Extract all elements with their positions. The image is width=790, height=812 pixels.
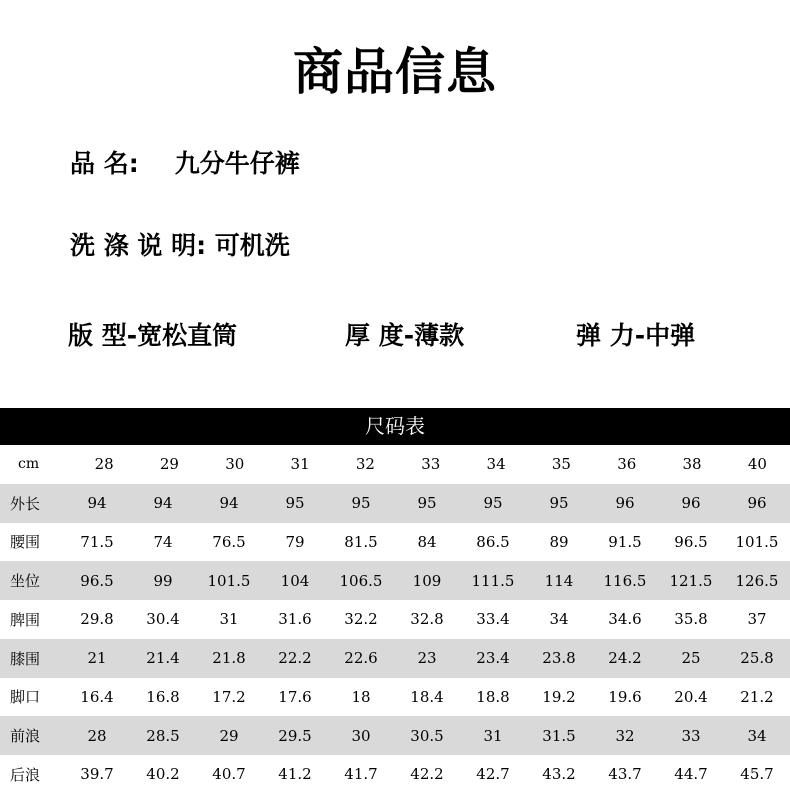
table-cell: 79	[285, 532, 305, 551]
table-cell: 43.7	[608, 765, 642, 784]
table-cell: 19.6	[608, 687, 642, 706]
size-table-title: 尺码表	[0, 408, 790, 445]
size-header-cell: 29	[159, 455, 179, 474]
size-header-cell: 32	[355, 455, 375, 474]
table-cell: 30.5	[410, 726, 444, 745]
table-cell: 18	[351, 687, 371, 706]
table-cell: 32	[615, 726, 635, 745]
table-cell: 21.8	[212, 649, 246, 668]
table-cell: 23.8	[542, 649, 576, 668]
table-cell: 42.7	[476, 765, 510, 784]
table-cell: 45.7	[740, 765, 774, 784]
size-header-cell: 30	[225, 455, 245, 474]
table-cell: 126.5	[735, 571, 779, 590]
table-cell: 29	[219, 726, 239, 745]
row-label: 外长	[10, 494, 41, 513]
table-cell: 96	[747, 494, 767, 513]
size-header-cell: 36	[617, 455, 637, 474]
table-cell: 95	[351, 494, 371, 513]
table-cell: 40.2	[146, 765, 180, 784]
product-name-label: 品 名:	[70, 149, 139, 178]
table-cell: 43.2	[542, 765, 576, 784]
table-cell: 106.5	[339, 571, 383, 590]
table-cell: 94	[87, 494, 107, 513]
table-cell: 29.8	[80, 610, 114, 629]
table-cell: 24.2	[608, 649, 642, 668]
table-cell: 41.7	[344, 765, 378, 784]
size-header-row	[0, 445, 790, 484]
size-table	[0, 408, 790, 794]
table-row	[0, 600, 790, 639]
table-cell: 21.4	[146, 649, 180, 668]
table-cell: 121.5	[669, 571, 713, 590]
size-header-cell: 34	[486, 455, 506, 474]
table-cell: 101.5	[207, 571, 251, 590]
size-header-cell: 40	[747, 455, 767, 474]
table-cell: 96.5	[674, 532, 708, 551]
row-label: 坐位	[10, 572, 41, 591]
table-cell: 30.4	[146, 610, 180, 629]
size-header-cell: 28	[94, 455, 114, 474]
table-cell: 44.7	[674, 765, 708, 784]
table-cell: 91.5	[608, 532, 642, 551]
table-cell: 21.2	[740, 687, 774, 706]
table-row	[0, 716, 790, 755]
table-cell: 29.5	[278, 726, 312, 745]
table-cell: 42.2	[410, 765, 444, 784]
table-cell: 76.5	[212, 532, 246, 551]
size-header-cell: 35	[551, 455, 571, 474]
row-label: 脾围	[10, 610, 41, 629]
table-cell: 104	[280, 571, 310, 590]
table-row	[0, 523, 790, 562]
table-cell: 19.2	[542, 687, 576, 706]
table-cell: 20.4	[674, 687, 708, 706]
table-cell: 86.5	[476, 532, 510, 551]
row-label: 后浪	[10, 765, 41, 784]
table-cell: 30	[351, 726, 371, 745]
table-cell: 96.5	[80, 571, 114, 590]
table-cell: 74	[153, 532, 173, 551]
table-cell: 31.6	[278, 610, 312, 629]
table-cell: 109	[412, 571, 442, 590]
table-cell: 31	[219, 610, 239, 629]
size-header-cell: 38	[682, 455, 702, 474]
attributes-row	[68, 320, 790, 352]
table-cell: 95	[549, 494, 569, 513]
table-cell: 89	[549, 532, 569, 551]
table-cell: 81.5	[344, 532, 378, 551]
table-cell: 31.5	[542, 726, 576, 745]
table-cell: 18.4	[410, 687, 444, 706]
table-cell: 18.8	[476, 687, 510, 706]
row-label: 前浪	[10, 727, 41, 746]
table-cell: 96	[681, 494, 701, 513]
table-cell: 84	[417, 532, 437, 551]
table-cell: 101.5	[735, 532, 779, 551]
table-cell: 71.5	[80, 532, 114, 551]
table-cell: 16.8	[146, 687, 180, 706]
table-cell: 28.5	[146, 726, 180, 745]
table-cell: 37	[747, 610, 767, 629]
size-header-cell: 31	[290, 455, 310, 474]
table-cell: 34.6	[608, 610, 642, 629]
table-cell: 23.4	[476, 649, 510, 668]
table-cell: 96	[615, 494, 635, 513]
table-cell: 95	[285, 494, 305, 513]
table-cell: 35.8	[674, 610, 708, 629]
table-cell: 114	[544, 571, 574, 590]
table-row	[0, 484, 790, 523]
table-cell: 25	[681, 649, 701, 668]
table-cell: 40.7	[212, 765, 246, 784]
table-cell: 16.4	[80, 687, 114, 706]
table-cell: 17.2	[212, 687, 246, 706]
table-cell: 34	[549, 610, 569, 629]
table-row	[0, 639, 790, 678]
table-cell: 23	[417, 649, 437, 668]
size-table-body	[0, 445, 790, 794]
stretch-attribute: 弹 力-中弹	[576, 321, 696, 350]
table-cell: 33	[681, 726, 701, 745]
table-row	[0, 678, 790, 717]
size-header-cell: 33	[421, 455, 441, 474]
row-label: 膝围	[10, 649, 41, 668]
table-cell: 28	[87, 726, 107, 745]
table-row	[0, 561, 790, 600]
table-cell: 17.6	[278, 687, 312, 706]
wash-instructions: 洗 涤 说 明: 可机洗	[70, 231, 290, 260]
row-label: 腰围	[10, 533, 41, 552]
table-cell: 41.2	[278, 765, 312, 784]
table-cell: 33.4	[476, 610, 510, 629]
table-cell: 31	[483, 726, 503, 745]
table-cell: 111.5	[471, 571, 515, 590]
table-cell: 21	[87, 649, 107, 668]
thickness-attribute: 厚 度-薄款	[345, 321, 465, 350]
unit-cell: cm	[18, 456, 40, 473]
table-cell: 94	[153, 494, 173, 513]
table-cell: 22.2	[278, 649, 312, 668]
table-row	[0, 755, 790, 794]
table-cell: 25.8	[740, 649, 774, 668]
table-cell: 116.5	[603, 571, 647, 590]
table-cell: 94	[219, 494, 239, 513]
table-cell: 99	[153, 571, 173, 590]
table-cell: 95	[417, 494, 437, 513]
product-name-row	[70, 148, 300, 180]
table-cell: 32.8	[410, 610, 444, 629]
table-cell: 32.2	[344, 610, 378, 629]
table-cell: 39.7	[80, 765, 114, 784]
table-cell: 22.6	[344, 649, 378, 668]
fit-attribute: 版 型-宽松直筒	[68, 321, 238, 350]
page-title: 商品信息	[293, 43, 497, 101]
table-cell: 95	[483, 494, 503, 513]
product-name-value: 九分牛仔裤	[174, 149, 300, 178]
row-label: 脚口	[10, 688, 41, 707]
table-cell: 34	[747, 726, 767, 745]
